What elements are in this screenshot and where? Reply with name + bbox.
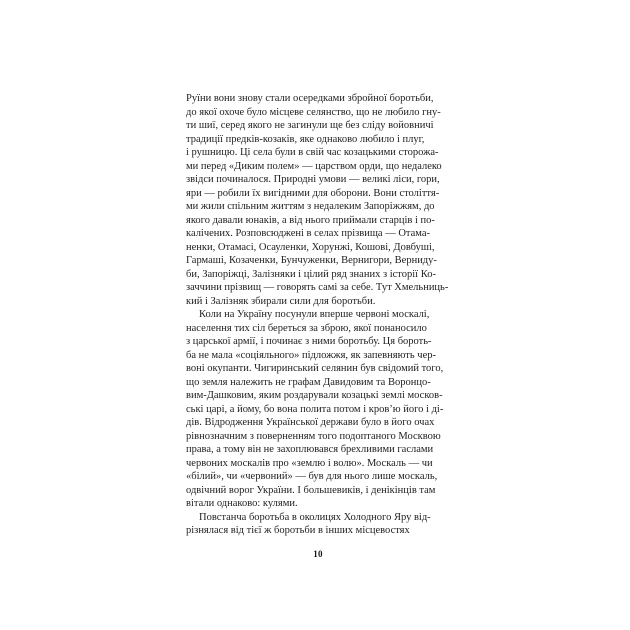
text-line: ти шиї, серед якого не загинули ще без сліду войовничі [186, 120, 434, 131]
text-line: «білий», чи «червоний» — був для нього лише москаль, [186, 471, 438, 482]
text-line: до якої охоче було місцеве селянство, що не любило гну- [186, 106, 441, 118]
page-text-block [186, 92, 450, 538]
page-number: 10 [313, 549, 323, 559]
text-line: ми жили спільним життям з недалеким Запоріжжям, до [186, 201, 435, 212]
text-line: калічених. Розповсюджені в селах прізвища — Отама- [186, 228, 431, 239]
text-line: заччини прізвищ — говорять самі за себе. Тут Хмельниць- [186, 282, 449, 293]
text-line: Повстанча боротьба в околицях Холодного Яру від- [199, 511, 431, 523]
text-line: кий і Залізняк збирали сили для боротьби. [186, 295, 376, 307]
text-line: рівнозначним з поверненням того подоптаного Москвою [186, 430, 441, 442]
text-line: якого давали юнаків, а від нього приймали старців і по- [186, 214, 435, 226]
text-line: Руїни вони знову стали осередками збройної боротьби, [186, 93, 434, 104]
text-line: різнялася від тієї ж боротьби в інших місцевостях [186, 525, 410, 536]
text-line: одвічний ворог України. І большевиків, і денікінців там [186, 484, 436, 496]
text-line: звідси починалося. Природні умови — великі ліси, гори, [186, 174, 440, 185]
text-line: ми перед «Диким полем» — царством орди, що недалеко [186, 160, 442, 172]
text-line: вітали однаково: кулями. [186, 498, 298, 509]
text-line: з царської армії, і починає з ними боротьбу. Ця бороть- [186, 336, 432, 347]
text-line: традиції предків-козаків, яке однаково любило і плуг, [186, 133, 425, 145]
text-line: ські царі, а йому, бо вона полита потом і кров’ю його і ді- [186, 403, 444, 415]
text-line: червоних москалів про «землю і волю». Москаль — чи [186, 457, 433, 469]
text-line: воні окупанти. Чигиринський селянин був свідомий того, [186, 363, 444, 374]
text-line: яри — робили їх вигідними для оборони. Вони століття- [186, 187, 440, 199]
text-line: ненки, Отамасі, Осауленки, Хорунжі, Кошові, Довбуші, [186, 241, 435, 253]
text-line: би, Запоріжці, Залізняки і цілий ряд знаних з історії Ко- [186, 268, 436, 280]
text-line: ба не мала «соціяльного» підложжя, як запевняють чер- [186, 349, 436, 361]
text-line: Коли на Україну посунули вперше червоні москалі, [199, 309, 430, 320]
text-line: дів. Відродження Української держави було в його очах [186, 417, 435, 428]
text-line: права, а тому він не захоплювався брехливими гаслами [186, 444, 434, 455]
text-line: що земля належить не графам Давидовим та Воронцо- [186, 376, 431, 388]
text-line: Гармаші, Козаченки, Бунчуженки, Вернигори, Верниду- [186, 255, 437, 266]
text-line: і рушницю. Ці села були в свій час козацькими сторожа- [186, 147, 439, 158]
text-line: вим-Дашковим, яким роздарували козацькі землі москов- [186, 390, 443, 401]
text-line: населення тих сіл береться за зброю, якої понаносило [186, 322, 427, 334]
